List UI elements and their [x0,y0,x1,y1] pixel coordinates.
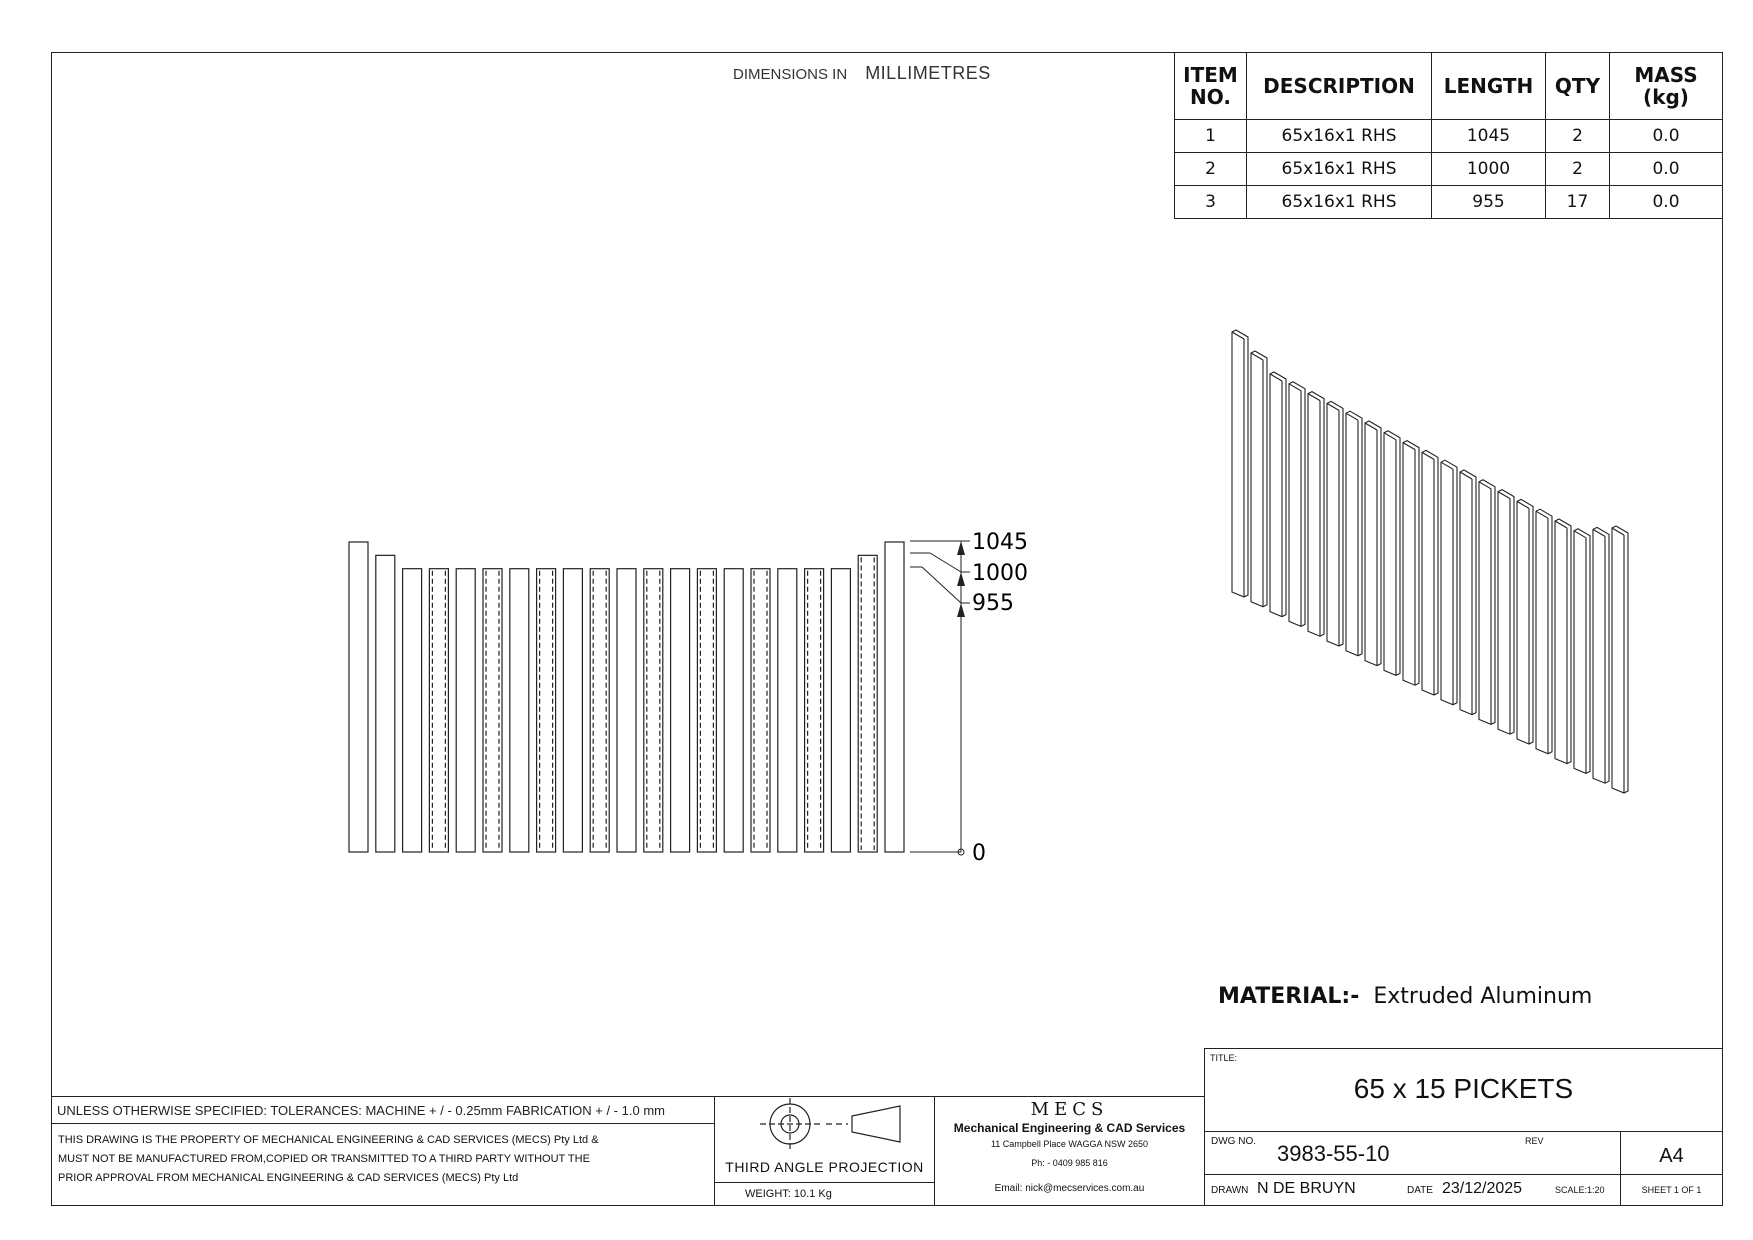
property-notice-line: PRIOR APPROVAL FROM MECHANICAL ENGINEERING & CAD SERVICES (MECS) Pty Ltd [58,1172,519,1184]
drawing-title: 65 x 15 PICKETS [1353,1073,1574,1104]
date-value: 23/12/2025 [1442,1180,1523,1197]
rev-label: REV [1525,1136,1544,1146]
dimension-lines [910,541,970,855]
bom-cell-description: 65x16x1 RHS [1247,120,1432,153]
bom-cell-item: 2 [1175,153,1247,186]
front-view-pickets [349,542,904,852]
bom-cell-item: 3 [1175,186,1247,219]
date-label: DATE [1407,1185,1433,1196]
weight-text: WEIGHT: 10.1 Kg [745,1188,832,1200]
iso-picket [1422,450,1438,695]
dim-label-1045: 1045 [972,530,1028,555]
dimensions-unit: MILLIMETRES [865,63,991,83]
company-box [934,1096,1205,1206]
iso-picket [1593,527,1609,783]
projection-label: THIRD ANGLE PROJECTION [725,1159,924,1175]
sheet-number: SHEET 1 OF 1 [1641,1185,1702,1195]
dim-label-1000: 1000 [972,561,1028,586]
front-picket [671,569,690,852]
iso-picket [1384,431,1400,676]
iso-picket [1498,490,1514,735]
iso-picket [1327,401,1343,646]
front-picket [403,569,422,852]
iso-picket [1289,382,1305,627]
dwg-no-label: DWG NO. [1211,1136,1256,1147]
front-picket [563,569,582,852]
title-label: TITLE: [1210,1053,1238,1063]
drawn-label: DRAWN [1211,1185,1249,1196]
iso-picket [1232,330,1248,597]
drawn-box [1204,1174,1621,1206]
iso-picket [1479,480,1495,725]
projection-box [714,1096,935,1183]
sheet-size-box [1620,1131,1723,1175]
front-picket [778,569,797,852]
iso-picket [1365,421,1381,666]
dim-label-0: 0 [972,841,986,866]
bom-cell-mass: 0.0 [1610,153,1723,186]
property-notice-line: THIS DRAWING IS THE PROPERTY OF MECHANICAL ENGINEERING & CAD SERVICES (MECS) Pty Ltd & [58,1134,599,1146]
front-picket [724,569,743,852]
company-address: 11 Campbell Place WAGGA NSW 2650 [990,1139,1149,1149]
iso-picket [1403,441,1419,686]
front-picket [617,569,636,852]
iso-picket [1536,509,1552,754]
bom-col-length: LENGTH [1432,53,1546,120]
iso-picket [1346,411,1362,656]
bom-col-mass: MASS (kg) [1610,53,1723,120]
iso-picket [1517,499,1533,744]
dim-label-955: 955 [972,591,1014,616]
weight-box [714,1182,935,1206]
sheet-number-box [1620,1174,1723,1206]
bom-cell-description: 65x16x1 RHS [1247,153,1432,186]
company-phone: Ph: - 0409 985 816 [1031,1158,1108,1168]
iso-picket [1308,392,1324,637]
isometric-view-pickets [1232,330,1628,793]
dwg-no: 3983-55-10 [1277,1141,1390,1166]
iso-picket [1555,519,1571,764]
front-picket [376,555,395,852]
iso-picket [1441,460,1457,705]
tolerances-box [51,1096,715,1124]
bom-cell-item: 1 [1175,120,1247,153]
material-label: MATERIAL:- [1218,984,1360,1009]
bom-cell-length: 1045 [1432,120,1546,153]
company-email: Email: nick@mecservices.com.au [994,1183,1145,1194]
front-picket [831,569,850,852]
front-picket [510,569,529,852]
sheet-size: A4 [1659,1145,1684,1167]
bom-cell-mass: 0.0 [1610,186,1723,219]
drawn-by: N DE BRUYN [1257,1180,1356,1197]
dimensions-label: DIMENSIONS IN [733,66,848,83]
iso-picket [1270,372,1286,617]
bom-cell-length: 1000 [1432,153,1546,186]
title-box [1204,1048,1723,1132]
bom-cell-description: 65x16x1 RHS [1247,186,1432,219]
front-picket [456,569,475,852]
bom-cell-qty: 2 [1546,120,1610,153]
bom-cell-mass: 0.0 [1610,120,1723,153]
bom-cell-qty: 17 [1546,186,1610,219]
dimension-arrows [957,541,965,617]
tolerances-text: UNLESS OTHERWISE SPECIFIED: TOLERANCES: MACHINE + / - 0.25mm FABRICATION + / - 1.0 mm [57,1103,665,1118]
bom-col-item: ITEM NO. [1175,53,1247,120]
material-note [1218,984,1592,1009]
company-name: Mechanical Engineering & CAD Services [953,1121,1186,1135]
front-picket [885,542,904,852]
property-notice-line: MUST NOT BE MANUFACTURED FROM,COPIED OR TRANSMITTED TO A THIRD PARTY WITHOUT THE [58,1153,590,1165]
iso-picket [1251,351,1267,607]
front-picket [349,542,368,852]
bom-col-qty: QTY [1546,53,1610,120]
iso-picket [1574,529,1590,774]
property-notice-box [51,1123,715,1206]
iso-picket [1460,470,1476,715]
dwg-no-box [1204,1131,1621,1175]
material-value: Extruded Aluminum [1373,984,1593,1009]
bom-cell-qty: 2 [1546,153,1610,186]
scale-value: SCALE:1:20 [1555,1185,1605,1195]
company-logo: MECS [1030,1099,1109,1120]
iso-picket [1612,526,1628,793]
bom-col-description: DESCRIPTION [1247,53,1432,120]
bom-cell-length: 955 [1432,186,1546,219]
